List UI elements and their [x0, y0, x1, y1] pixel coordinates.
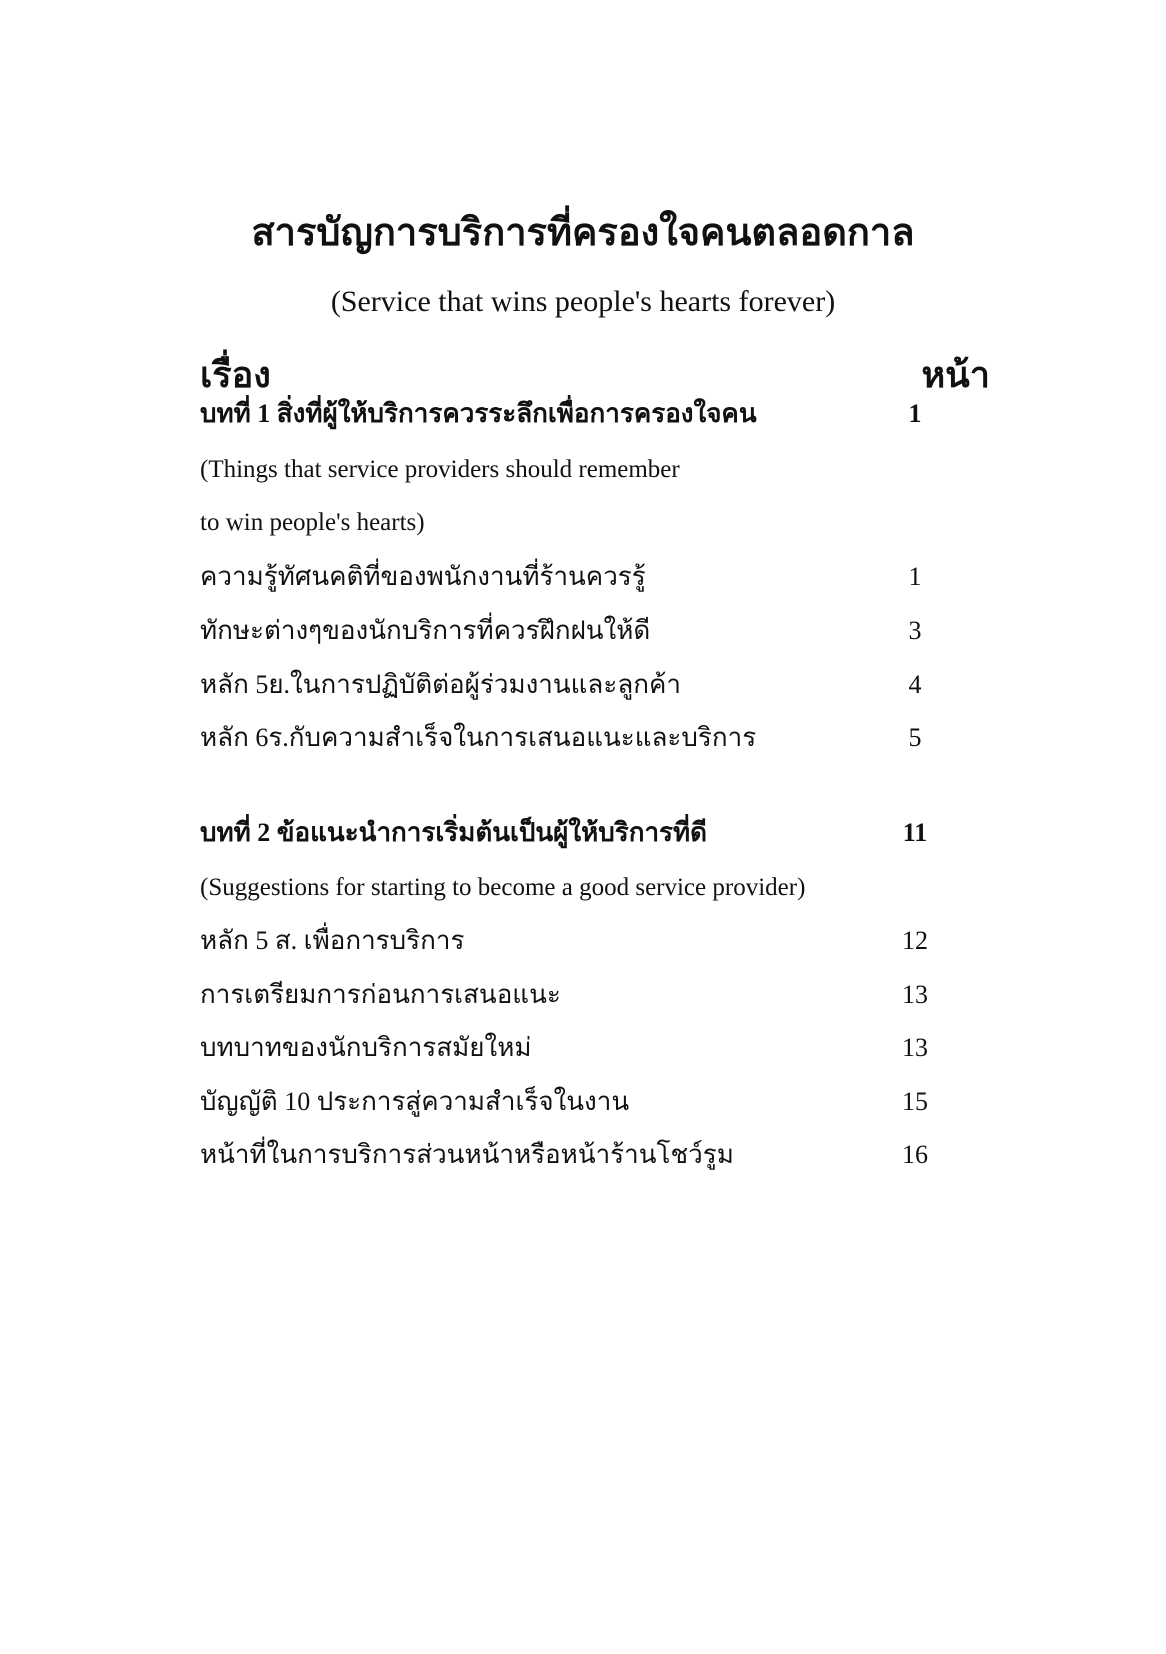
toc-entry-label: ความรู้ทัศนคติที่ของพนักงานที่ร้านควรรู้ [200, 562, 646, 591]
toc-entry-chapter-2 [200, 813, 960, 853]
toc-entry-page: 13 [902, 1033, 928, 1062]
toc-entry [200, 665, 960, 705]
toc-entry-label: หลัก 5 ส. เพื่อการบริการ [200, 926, 465, 955]
toc-entry [200, 1135, 960, 1175]
toc-entry-page: 5 [908, 723, 922, 752]
toc-entry-english-note [200, 450, 960, 490]
toc-entry-label: หลัก 6ร.กับความสำเร็จในการเสนอแนะและบริการ [200, 723, 757, 752]
toc-entry [200, 1028, 960, 1068]
toc-entry-label: ทักษะต่างๆของนักบริการที่ควรฝึกฝนให้ดี [200, 616, 651, 645]
toc-entry-page: 3 [908, 616, 922, 645]
toc-entry-page: 11 [902, 818, 928, 847]
toc-entry-english-note [200, 868, 960, 908]
toc-entry-page: 1 [908, 399, 922, 428]
toc-entry-page: 1 [908, 562, 922, 591]
toc-entry [200, 975, 960, 1015]
toc-entry [200, 557, 960, 597]
toc-entry-label: หน้าที่ในการบริการส่วนหน้าหรือหน้าร้านโชว์รูม [200, 1140, 734, 1169]
toc-entry-page: 4 [908, 670, 922, 699]
page-subtitle: (Service that wins people's hearts forever) [330, 285, 836, 318]
toc-entry-label: บัญญัติ 10 ประการสู่ความสำเร็จในงาน [200, 1087, 630, 1116]
toc-entry-english-note [200, 503, 960, 543]
toc-entry [200, 611, 960, 651]
toc-entry-page: 12 [902, 926, 928, 955]
toc-entry-page: 13 [902, 980, 928, 1009]
toc-entry [200, 921, 960, 961]
toc-entry-label: บทบาทของนักบริการสมัยใหม่ [200, 1033, 532, 1062]
toc-entry-page: 16 [902, 1140, 928, 1169]
toc-entry-page: 15 [902, 1087, 928, 1116]
toc-entry-label: บทที่ 2 ข้อแนะนำการเริ่มต้นเป็นผู้ให้บริการที่ดี [200, 818, 708, 847]
page-title: สารบัญการบริการที่ครองใจคนตลอดกาล [251, 212, 915, 254]
toc-entry-label: (Things that service providers should remember [200, 456, 680, 483]
column-header-topic: เรื่อง [200, 355, 271, 395]
toc-entry-label: to win people's hearts) [200, 509, 425, 536]
toc-entry [200, 718, 960, 758]
toc-entry-label: หลัก 5ย.ในการปฏิบัติต่อผู้ร่วมงานและลูกค้า [200, 670, 681, 699]
toc-entry [200, 1082, 960, 1122]
toc-entry-label: (Suggestions for starting to become a good service provider) [200, 874, 806, 901]
column-header-page: หน้า [921, 355, 990, 395]
toc-entry-label: การเตรียมการก่อนการเสนอแนะ [200, 980, 561, 1009]
toc-entry-chapter-1 [200, 394, 960, 434]
toc-entry-label: บทที่ 1 สิ่งที่ผู้ให้บริการควรระลึกเพื่อการครองใจคน [200, 399, 757, 428]
